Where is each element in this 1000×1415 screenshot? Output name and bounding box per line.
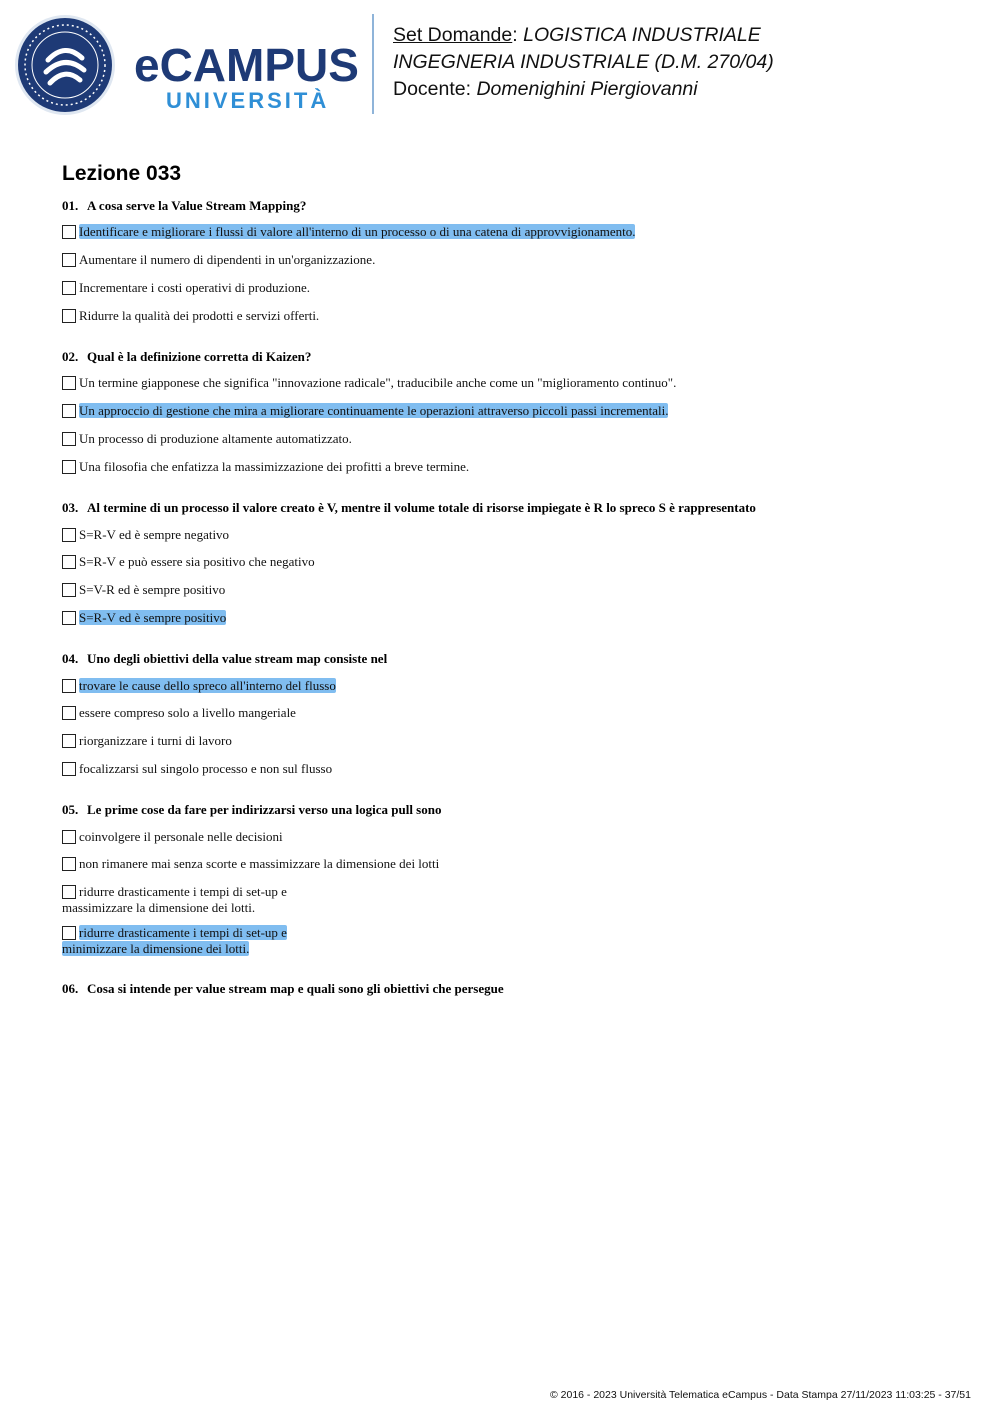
checkbox[interactable] bbox=[62, 885, 76, 899]
answer-option[interactable] bbox=[62, 252, 375, 268]
checkbox[interactable] bbox=[62, 679, 76, 693]
university-seal-icon bbox=[14, 14, 116, 116]
logo-wordmark: eCAMPUS bbox=[134, 39, 359, 91]
checkbox[interactable] bbox=[62, 253, 76, 267]
answer-option[interactable] bbox=[62, 925, 287, 957]
answer-text: ridurre drasticamente i tempi di set-up e bbox=[79, 884, 287, 899]
checkbox[interactable] bbox=[62, 830, 76, 844]
answer-option[interactable] bbox=[62, 403, 668, 419]
checkbox[interactable] bbox=[62, 583, 76, 597]
lesson-title: Lezione 033 bbox=[62, 162, 182, 185]
question-number: 01. bbox=[62, 198, 79, 213]
question-02 bbox=[62, 349, 311, 365]
question-number: 05. bbox=[62, 802, 79, 817]
answer-option[interactable] bbox=[62, 280, 310, 296]
set-line: Set Domande: LOGISTICA INDUSTRIALE bbox=[393, 24, 761, 46]
answer-text: S=R-V e può essere sia positivo che negativo bbox=[79, 554, 315, 569]
question-number: 06. bbox=[62, 981, 79, 996]
checkbox[interactable] bbox=[62, 857, 76, 871]
answer-text: non rimanere mai senza scorte e massimizzare la dimensione dei lotti bbox=[79, 856, 440, 871]
question-03 bbox=[62, 500, 756, 516]
answer-option[interactable] bbox=[62, 224, 635, 240]
answer-text: Ridurre la qualità dei prodotti e servizi offerti. bbox=[79, 308, 320, 323]
checkbox[interactable] bbox=[62, 706, 76, 720]
answer-text: S=V-R ed è sempre positivo bbox=[79, 582, 226, 597]
answer-option[interactable] bbox=[62, 459, 469, 475]
answer-text: Un processo di produzione altamente automatizzato. bbox=[79, 431, 352, 446]
course-name: INGEGNERIA INDUSTRIALE (D.M. 270/04) bbox=[393, 51, 774, 73]
checkbox[interactable] bbox=[62, 460, 76, 474]
teacher-label: Docente: bbox=[393, 78, 477, 100]
page-footer: © 2016 - 2023 Università Telematica eCampus - Data Stampa 27/11/2023 11:03:25 - 37/51 bbox=[550, 1389, 971, 1401]
question-number: 03. bbox=[62, 500, 79, 515]
question-05 bbox=[62, 802, 441, 818]
answer-text-highlighted-continued: minimizzare la dimensione dei lotti. bbox=[62, 941, 250, 956]
checkbox[interactable] bbox=[62, 926, 76, 940]
answer-option[interactable] bbox=[62, 308, 319, 324]
answer-option[interactable] bbox=[62, 678, 336, 694]
question-01 bbox=[62, 198, 306, 214]
answer-option[interactable] bbox=[62, 733, 232, 749]
checkbox[interactable] bbox=[62, 404, 76, 418]
answer-text: essere compreso solo a livello mangeriale bbox=[79, 705, 296, 720]
checkbox[interactable] bbox=[62, 225, 76, 239]
answer-text: S=R-V ed è sempre negativo bbox=[79, 527, 230, 542]
answer-option[interactable] bbox=[62, 554, 315, 570]
checkbox[interactable] bbox=[62, 309, 76, 323]
question-04 bbox=[62, 651, 387, 667]
answer-text: focalizzarsi sul singolo processo e non sul flusso bbox=[79, 761, 333, 776]
answer-text: Incrementare i costi operativi di produzione. bbox=[79, 280, 311, 295]
course-line bbox=[393, 49, 774, 76]
set-label: Set Domande bbox=[393, 24, 513, 46]
question-text: Qual è la definizione corretta di Kaizen? bbox=[87, 349, 312, 364]
answer-option[interactable] bbox=[62, 856, 439, 872]
answer-option[interactable] bbox=[62, 610, 226, 626]
checkbox[interactable] bbox=[62, 376, 76, 390]
checkbox[interactable] bbox=[62, 611, 76, 625]
answer-option[interactable] bbox=[62, 527, 229, 543]
question-text: Le prime cose da fare per indirizzarsi verso una logica pull sono bbox=[87, 802, 442, 817]
answer-text: Aumentare il numero di dipendenti in un'organizzazione. bbox=[79, 252, 376, 267]
checkbox[interactable] bbox=[62, 555, 76, 569]
teacher-name: Domenighini Piergiovanni bbox=[476, 78, 698, 100]
answer-text-continued: massimizzare la dimensione dei lotti. bbox=[62, 900, 256, 915]
question-text: Uno degli obiettivi della value stream map consiste nel bbox=[87, 651, 388, 666]
answer-text: Una filosofia che enfatizza la massimizzazione dei profitti a breve termine. bbox=[79, 459, 470, 474]
header-divider bbox=[372, 14, 374, 114]
question-text: Al termine di un processo il valore creato è V, mentre il volume totale di risorse impiegate è R lo spreco S è rappresentato bbox=[87, 500, 756, 515]
checkbox[interactable] bbox=[62, 281, 76, 295]
teacher-line bbox=[393, 76, 774, 103]
ecampus-logo bbox=[14, 14, 359, 116]
answer-option[interactable] bbox=[62, 431, 352, 447]
answer-text-highlighted: Identificare e migliorare i flussi di valore all'interno di un processo o di una catena di approvvigionamento. bbox=[79, 224, 636, 239]
logo-subtitle: UNIVERSITÀ bbox=[166, 88, 330, 113]
answer-option[interactable] bbox=[62, 761, 332, 777]
checkbox[interactable] bbox=[62, 762, 76, 776]
checkbox[interactable] bbox=[62, 432, 76, 446]
question-text: Cosa si intende per value stream map e quali sono gli obiettivi che persegue bbox=[87, 981, 504, 996]
answer-text-highlighted: ridurre drasticamente i tempi di set-up e bbox=[79, 925, 287, 940]
question-text: A cosa serve la Value Stream Mapping? bbox=[87, 198, 307, 213]
answer-text: riorganizzare i turni di lavoro bbox=[79, 733, 232, 748]
answer-text: Un termine giapponese che significa "innovazione radicale", traducibile anche come un "miglioramento continuo". bbox=[79, 375, 677, 390]
answer-option[interactable] bbox=[62, 705, 296, 721]
answer-text-highlighted: S=R-V ed è sempre positivo bbox=[79, 610, 227, 625]
set-value: LOGISTICA INDUSTRIALE bbox=[523, 24, 761, 46]
question-number: 02. bbox=[62, 349, 79, 364]
checkbox[interactable] bbox=[62, 734, 76, 748]
question-06 bbox=[62, 981, 504, 997]
answer-text-highlighted: Un approccio di gestione che mira a migliorare continuamente le operazioni attraverso piccoli passi incrementali. bbox=[79, 403, 669, 418]
answer-text: coinvolgere il personale nelle decisioni bbox=[79, 829, 283, 844]
checkbox[interactable] bbox=[62, 528, 76, 542]
answer-text-highlighted: trovare le cause dello spreco all'interno del flusso bbox=[79, 678, 336, 693]
answer-option[interactable] bbox=[62, 375, 676, 391]
answer-option[interactable] bbox=[62, 884, 287, 916]
answer-option[interactable] bbox=[62, 829, 283, 845]
question-number: 04. bbox=[62, 651, 79, 666]
header-info bbox=[393, 22, 774, 103]
answer-option[interactable] bbox=[62, 582, 225, 598]
